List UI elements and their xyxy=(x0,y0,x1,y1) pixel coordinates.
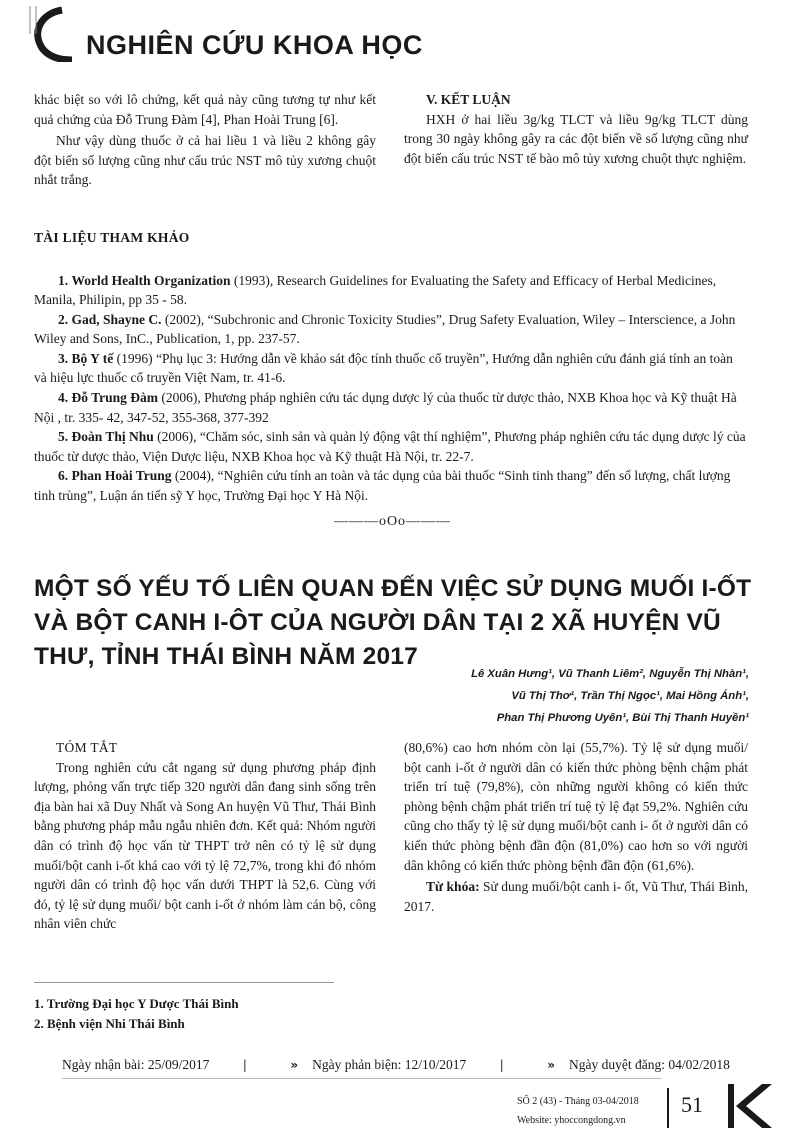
divider-bar: | xyxy=(243,1057,247,1072)
footer-vertical-bar xyxy=(667,1088,669,1128)
prev-paragraph-1: khác biệt so với lô chứng, kết quả này cũng tương tự như kết quả chứng của Đỗ Trung Đàm [4], Phan Hoài Trung [6]. xyxy=(34,92,376,127)
article-dates xyxy=(62,1057,752,1073)
corner-chevron-icon xyxy=(728,1082,772,1130)
abstract-heading: TÓM TẮT xyxy=(56,740,118,755)
references-list xyxy=(34,271,748,506)
abstract-right-column xyxy=(404,738,748,916)
date-accepted: Ngày duyệt đăng: 04/02/2018 xyxy=(568,1057,730,1072)
keywords-label: Từ khóa: xyxy=(426,879,480,895)
keywords xyxy=(404,877,748,916)
issue-number: SỐ 2 (43) - Tháng 03-04/2018 xyxy=(517,1096,639,1107)
prev-article-right-column xyxy=(404,90,748,168)
ref-number: 6. xyxy=(58,468,69,484)
article-separator: ———oOo——— xyxy=(333,514,452,529)
ref-number: 5. xyxy=(58,429,69,445)
double-chevron-icon: » xyxy=(547,1058,555,1072)
ref-number: 2. xyxy=(58,312,69,328)
authors-line: Phan Thị Phương Uyên¹, Bùi Thị Thanh Huyền¹ xyxy=(496,712,749,724)
page-number: 51 xyxy=(681,1092,703,1117)
ref-text: (2004), “Nghiên cứu tính an toàn và tác dụng của bài thuốc “Sinh tinh thang” đến số lượng, chất lượng tinh trùng”, Luận án tiến sỹ Y học, Trường Đại học Y Hà Nội. xyxy=(34,468,731,503)
section-header-title: NGHIÊN CỨU KHOA HỌC xyxy=(86,30,423,60)
ref-author: Gad, Shayne C. xyxy=(71,312,162,328)
ref-text: (2006), “Chăm sóc, sinh sản và quản lý động vật thí nghiệm”, Phương pháp nghiên cứu tác dụng dược lý của thuốc từ dược thảo, Viện Dược liệu, NXB Khoa học và Kỹ thuật Hà Nội, tr. 22-7. xyxy=(34,429,746,464)
ref-text: (2006), Phương pháp nghiên cứu tác dụng dược lý của thuốc từ dược thảo, NXB Khoa học và Kỹ thuật Hà Nội , tr. 335- 42, 347-52, 355-368, 377-392 xyxy=(34,390,737,425)
date-reviewed: Ngày phản biện: 12/10/2017 xyxy=(312,1057,467,1072)
ref-text: (1993), Research Guidelines for Evaluating the Safety and Efficacy of Herbal Medicines, Manila, Philipin, pp 35 - 58. xyxy=(34,273,717,308)
abstract-text-right: (80,6%) cao hơn nhóm còn lại (55,7%). Tỷ lệ sử dụng muối/ bột canh i-ốt ở người dân có kiến thức phòng bệnh chậm phát triển trí tuệ (79,8%), còn những người không có kiến thức phòng bệnh chậm phát triển trí tuệ tỷ lệ đạt 59,2%. Nghiên cứu cũng cho thấy tỷ lệ sử dụng muối/bột canh i- ốt ở người dân có kiến thức phòng bệnh đần độn (81,0%) cao hơn so với người dân không có kiến thức phòng bệnh đần độn (61,6%). xyxy=(404,740,748,873)
website-text: Website: yhoccongdong.vn xyxy=(517,1115,626,1126)
references-heading: TÀI LIỆU THAM KHẢO xyxy=(34,230,190,245)
affiliation-item: 2. Bệnh viện Nhi Thái Bình xyxy=(34,1016,185,1031)
reference-item xyxy=(34,466,748,505)
date-received: Ngày nhận bài: 25/09/2017 xyxy=(62,1057,210,1072)
ref-author: Đỗ Trung Đàm xyxy=(71,390,159,406)
prev-article-left-column xyxy=(34,90,376,190)
ref-number: 3. xyxy=(58,351,69,367)
ref-text: (2002), “Subchronic and Chronic Toxicity Studies”, Drug Safety Evaluation, Wiley – Interscience, a John Wiley and Sons, InC., Publication, 1, pp. 237-57. xyxy=(34,312,736,347)
reference-item xyxy=(34,388,748,427)
issue-info xyxy=(517,1092,639,1130)
keywords-text: Sử dung muối/bột canh i- ốt, Vũ Thư, Thái Bình, 2017. xyxy=(404,879,748,914)
conclusion-heading: V. KẾT LUẬN xyxy=(426,92,511,107)
ref-number: 4. xyxy=(58,390,69,406)
ref-author: World Health Organization xyxy=(71,273,231,288)
affiliations xyxy=(34,994,239,1034)
ref-text: (1996) “Phụ lục 3: Hướng dẫn về khảo sát độc tính thuốc cổ truyền”, Hướng dẫn nghiên cứu đánh giá tính an toàn và hiệu lực thuốc cổ truyền Việt Nam, tr. 41-6. xyxy=(34,351,733,386)
double-chevron-icon: » xyxy=(290,1058,299,1072)
ref-number: 1. xyxy=(58,273,69,288)
divider-bar: | xyxy=(500,1057,504,1072)
reference-item xyxy=(34,310,748,349)
prev-paragraph-2: Như vậy dùng thuốc ở cả hai liều 1 và liều 2 không gây đột biến số lượng cũng như cấu trúc NST mô tủy xương chuột nhắt trắng. xyxy=(34,133,376,188)
abstract-text-left: Trong nghiên cứu cắt ngang sử dụng phương pháp định lượng, phỏng vấn trực tiếp 320 người dân đang sinh sống trên địa bàn hai xã Duy Nhất và Song An huyện Vũ Thư, Thái Bình bằng phương pháp mẫu ngẫu nhiên đơn. Kết quả: Nhóm người dân có trình độ học vấn từ THPT trở nên có tỷ lệ sử dụng muối/bột canh i-ốt khá cao với tỷ lệ 72,7%, trong khi đó nhóm người dân có trình độ học vấn dưới THPT là 52,6. Cùng với đó, tỷ lệ sử dụng muối/ bột canh i-ốt ở nhóm làm cán bộ, công nhân viên chức xyxy=(34,759,376,932)
footer-divider xyxy=(62,1078,662,1079)
reference-item xyxy=(34,427,748,466)
abstract-left-column xyxy=(34,738,376,934)
ref-author: Phan Hoài Trung xyxy=(71,468,172,484)
conclusion-text: HXH ở hai liều 3g/kg TLCT và liều 9g/kg TLCT dùng trong 30 ngày không gây ra các đột biến về số lượng cũng như đột biến cấu trúc NST tế bào mô tủy xương chuột thực nghiệm. xyxy=(404,111,748,166)
ref-author: Đoàn Thị Nhu xyxy=(71,429,154,445)
authors-line: Vũ Thị Thơ¹, Trần Thị Ngọc¹, Mai Hồng Ánh¹, xyxy=(511,690,749,702)
reference-item xyxy=(34,349,748,388)
reference-item xyxy=(34,271,748,310)
header-decoration xyxy=(22,4,92,62)
ref-author: Bộ Y tế xyxy=(71,351,114,367)
authors-line: Lê Xuân Hưng¹, Vũ Thanh Liêm², Nguyễn Thị Nhàn¹, xyxy=(471,668,749,680)
affiliation-item: 1. Trường Đại học Y Dược Thái Bình xyxy=(34,996,239,1011)
article-title: MỘT SỐ YẾU TỐ LIÊN QUAN ĐẾN VIỆC SỬ DỤNG MUỐI I-ỐT VÀ BỘT CANH I-ÔT CỦA NGƯỜI DÂN TẠI 2 XÃ HUYỆN VŨ THƯ, TỈNH THÁI BÌNH NĂM 2017 xyxy=(34,575,752,670)
affiliation-divider xyxy=(34,982,334,983)
article-authors xyxy=(229,663,749,729)
